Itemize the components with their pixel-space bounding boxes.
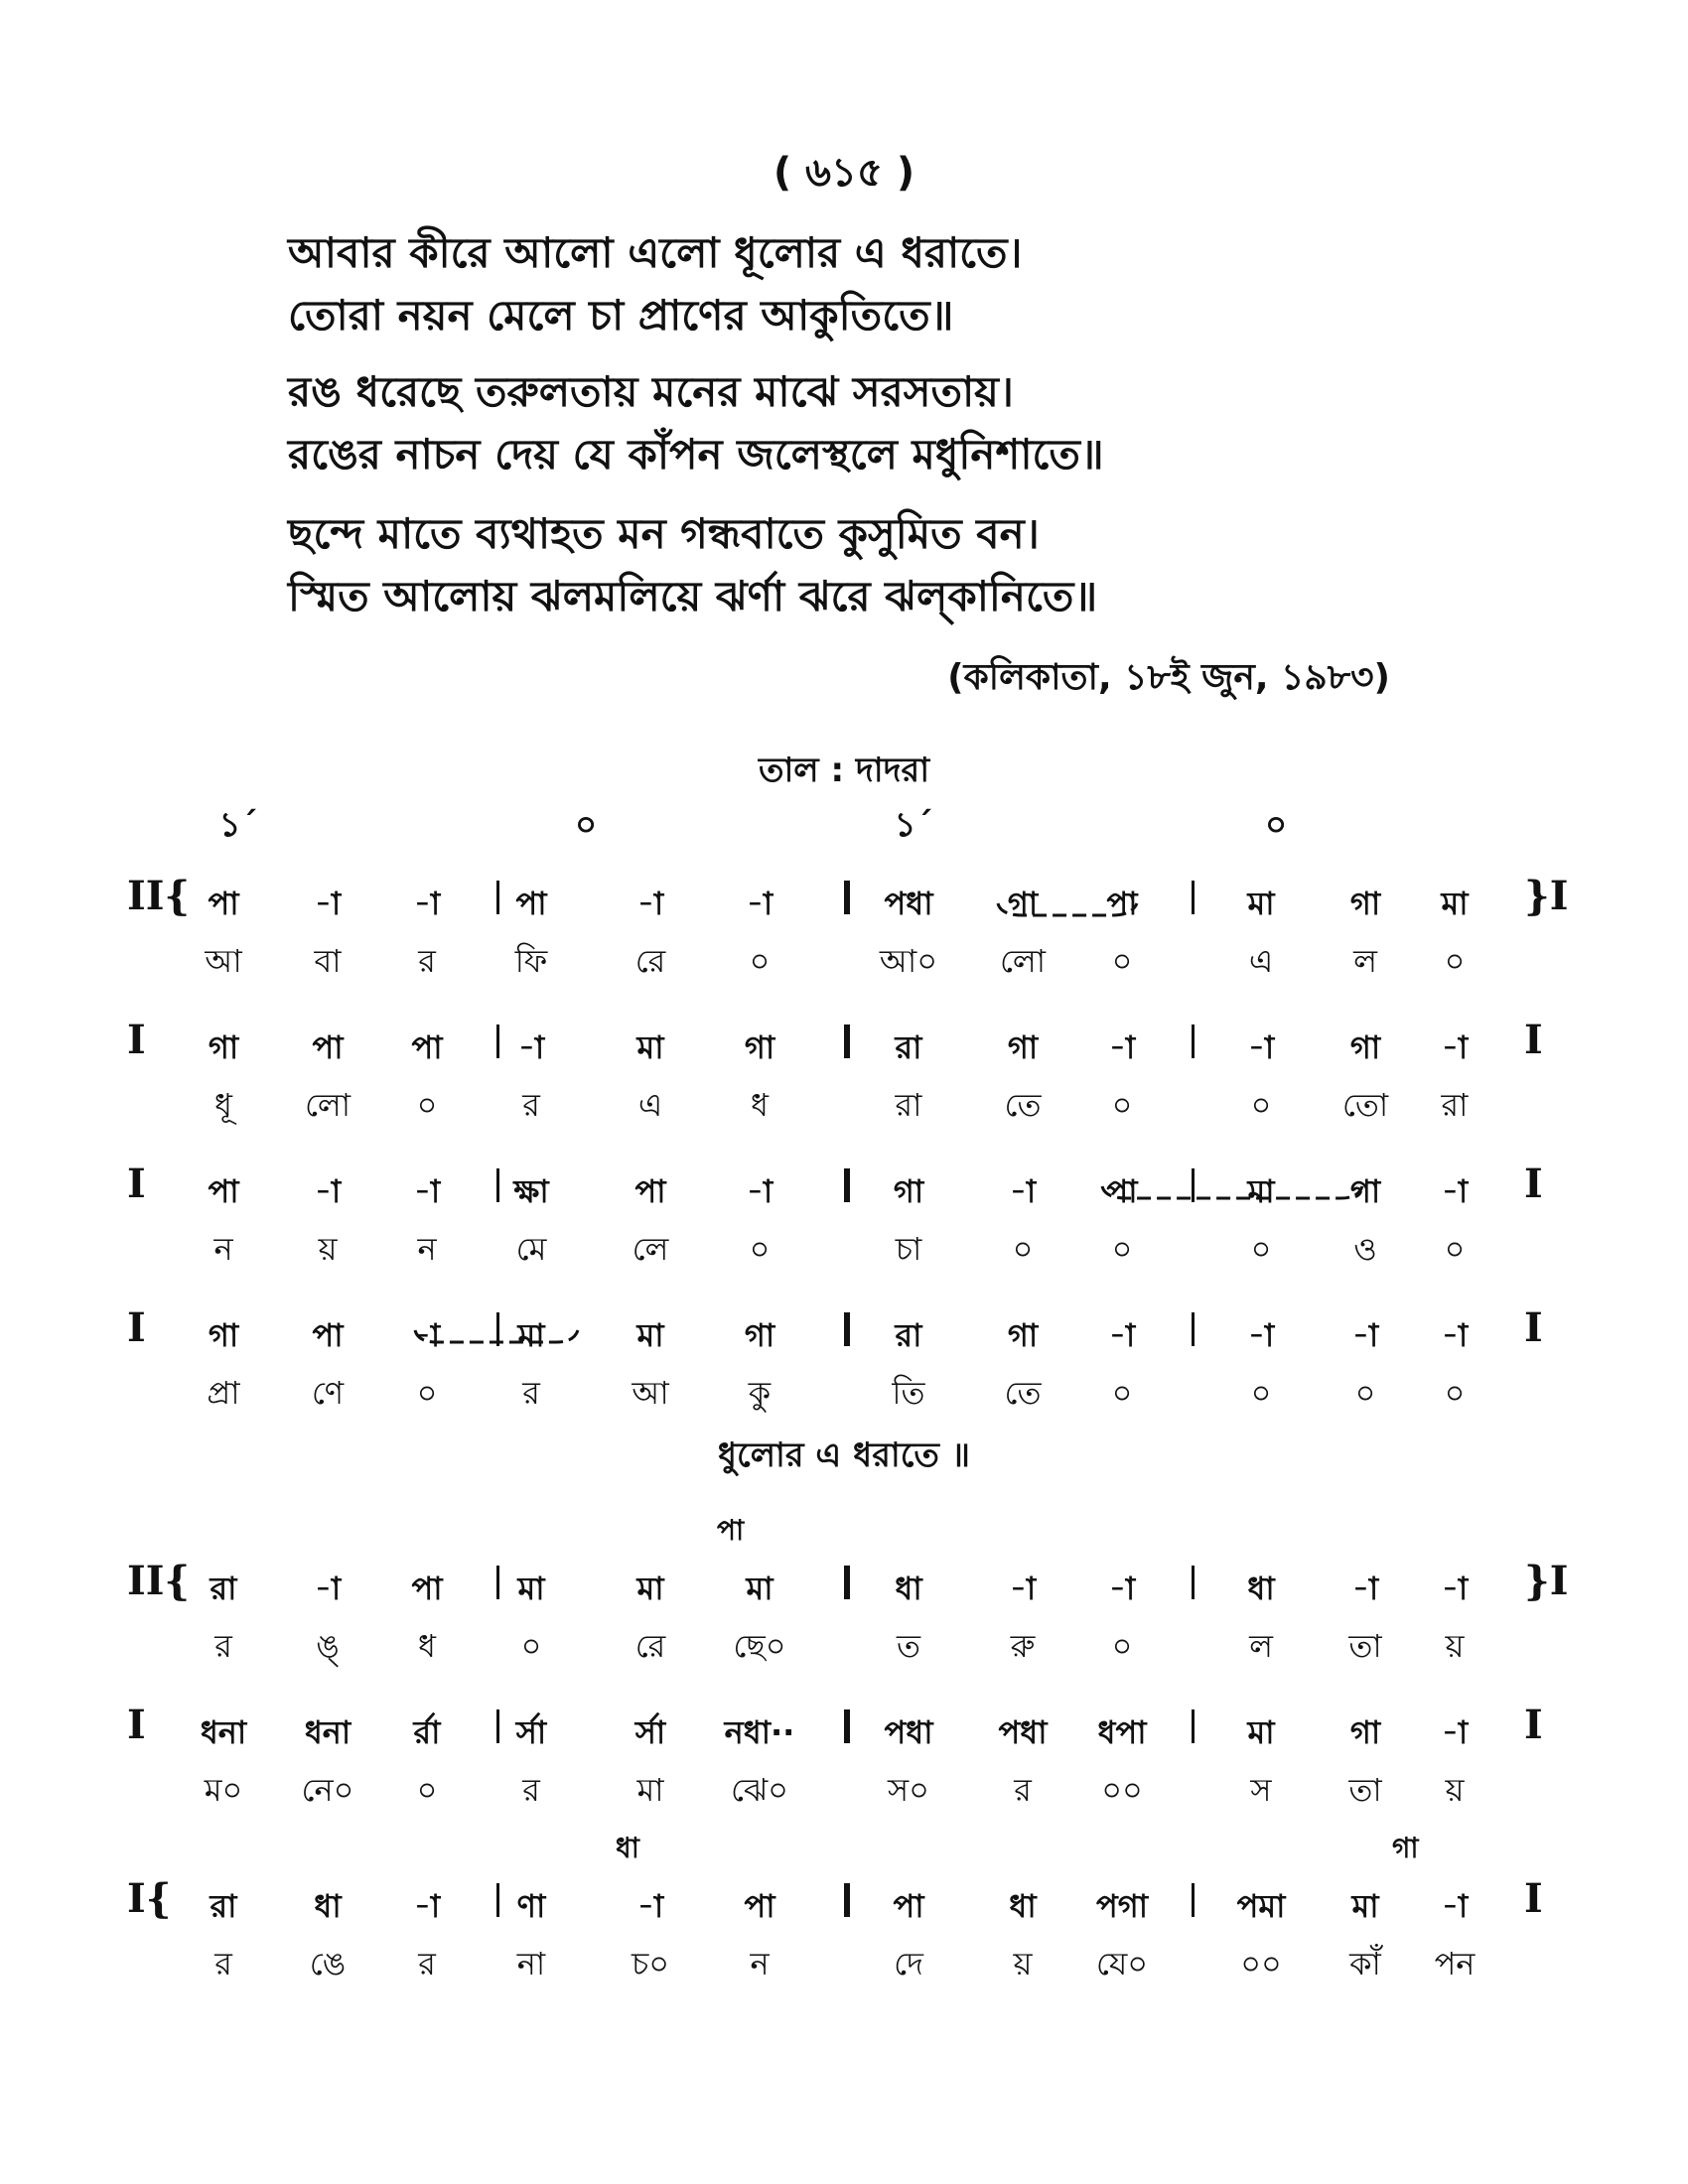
lyric-line: স্মিত আলোয় ঝলমলিয়ে ঝর্ণা ঝরে ঝল্‌কানিতে॥: [288, 572, 1098, 620]
note-cell: গা: [744, 1316, 775, 1354]
lyric-cell: আ০: [879, 942, 938, 980]
lyric-cell: রু: [1010, 1627, 1036, 1665]
lyric-cell: য়: [1445, 1627, 1465, 1665]
lyric-cell: র: [214, 1627, 232, 1665]
note-cell: পা: [634, 1172, 666, 1210]
note-cell: -া: [1441, 1316, 1469, 1354]
note-cell: -া: [413, 885, 441, 922]
lyric-cell: র: [418, 942, 436, 980]
lyric-cell: ছে০: [733, 1627, 786, 1665]
note-cell: মা: [746, 1570, 774, 1607]
note-cell: গা: [1349, 1172, 1381, 1210]
lyric-line: রঙের নাচন দেয় যে কাঁপন জলেস্থলে মধুনিশাতে॥: [288, 430, 1104, 478]
lyric-cell: ০: [749, 1230, 771, 1268]
row-start-symbol: I: [127, 1304, 146, 1351]
lyric-cell: ঝে০: [730, 1771, 788, 1809]
lyric-cell: ধ: [418, 1627, 436, 1665]
lyric-cell: ০: [520, 1627, 542, 1665]
note-cell: ধনা: [304, 1713, 352, 1751]
note-cell: মা: [1247, 1172, 1275, 1210]
lyric-cell: লো: [304, 1086, 352, 1124]
note-cell: -া: [1247, 1028, 1275, 1066]
note-cell: ণা: [516, 1887, 546, 1925]
note-cell: পা: [312, 1028, 344, 1066]
lyric-cell: তা: [1348, 1627, 1382, 1665]
lyric-cell: য়: [1445, 1771, 1465, 1809]
note-cell: রা: [210, 1887, 237, 1925]
lyric-cell: বা: [314, 942, 342, 980]
note-cell: -া: [1247, 1316, 1275, 1354]
lyric-cell: ০০: [1101, 1771, 1143, 1809]
lyric-cell: ০: [1111, 1627, 1133, 1665]
lyric-line: ছন্দে মাতে ব্যথাহত মন গন্ধবাতে কুসুমিত বন।: [288, 509, 1040, 558]
lyric-line: রঙ ধরেছে তরুলতায় মনের মাঝে সরসতায়।: [288, 367, 1014, 416]
lyric-cell: ০: [1250, 1230, 1272, 1268]
note-cell: র্সা: [634, 1713, 666, 1751]
lyric-cell: আ: [205, 942, 242, 980]
refrain-line: ধুলোর এ ধরাতে ॥: [717, 1435, 970, 1475]
row-end-symbol: }I: [1524, 873, 1569, 919]
lyric-cell: ০: [1012, 1230, 1034, 1268]
note-cell: ধা: [1247, 1570, 1275, 1607]
row-end-symbol: I: [1524, 1702, 1543, 1748]
lyric-cell: ত: [896, 1627, 920, 1665]
lyric-cell: চা: [895, 1230, 922, 1268]
note-cell: -া: [413, 1316, 441, 1354]
lyric-cell: ০: [1444, 1374, 1466, 1412]
note-cell: মা: [636, 1570, 664, 1607]
lyric-cell: র: [522, 1771, 540, 1809]
lyric-cell: মে: [515, 1230, 547, 1268]
lyric-cell: রে: [634, 1627, 666, 1665]
note-cell: -া: [1009, 1570, 1037, 1607]
note-cell: -া: [1441, 1713, 1469, 1751]
lyric-cell: য়: [318, 1230, 338, 1268]
row-start-symbol: I: [127, 1017, 146, 1063]
note-cell: গা: [1007, 885, 1039, 922]
lyric-cell: ০: [1111, 942, 1133, 980]
note-cell: ক্ষা: [513, 1172, 549, 1210]
note-cell: পা: [208, 885, 239, 922]
lyric-cell: প্রা: [207, 1374, 240, 1412]
note-cell: -া: [1108, 1316, 1136, 1354]
lyric-cell: ০: [416, 1771, 438, 1809]
note-cell: ধা: [1009, 1887, 1037, 1925]
note-cell: রা: [895, 1028, 922, 1066]
note-cell: ধা: [895, 1570, 922, 1607]
note-cell: পা: [312, 1316, 344, 1354]
lyric-cell: পন: [1434, 1945, 1476, 1982]
note-cell: গা: [1349, 1028, 1381, 1066]
note-cell: পা: [411, 1570, 443, 1607]
lyric-cell: র: [214, 1945, 232, 1982]
taal-label: তাল : দাদরা: [758, 751, 930, 790]
lyric-cell: ০: [1111, 1230, 1133, 1268]
lyric-cell: ০: [1250, 1374, 1272, 1412]
note-cell: -া: [1351, 1316, 1379, 1354]
lyric-cell: তে: [1004, 1374, 1042, 1412]
note-cell: র্সা: [515, 1713, 547, 1751]
row-end-symbol: I: [1524, 1875, 1543, 1922]
lyric-cell: তো: [1341, 1086, 1389, 1124]
lyric-cell: দে: [894, 1945, 923, 1982]
lyric-cell: ণে: [311, 1374, 345, 1412]
lyric-cell: লো: [999, 942, 1047, 980]
lyric-cell: ঙে: [309, 1945, 347, 1982]
lyric-line: আবার কীরে আলো এলো ধূলোর এ ধরাতে।: [288, 228, 1023, 277]
note-cell: মা: [517, 1570, 545, 1607]
note-cell: পধা: [884, 1713, 933, 1751]
beat-mark: ১´: [894, 805, 933, 845]
lyric-cell: র: [522, 1086, 540, 1124]
beat-mark: ১´: [218, 805, 258, 845]
lyric-cell: ০: [749, 942, 771, 980]
note-cell: মা: [636, 1028, 664, 1066]
row-start-symbol: I: [127, 1160, 146, 1207]
lyric-cell: লে: [632, 1230, 669, 1268]
note-cell: গা: [1007, 1028, 1039, 1066]
lyric-line: তোরা নয়ন মেলে চা প্রাণের আকুতিতে॥: [288, 291, 954, 340]
lyric-cell: যে০: [1095, 1945, 1149, 1982]
row-start-symbol: I{: [127, 1875, 172, 1922]
note-cell: -া: [1108, 1028, 1136, 1066]
lyric-cell: আ: [632, 1374, 669, 1412]
lyric-cell: ল: [1249, 1627, 1273, 1665]
lyric-cell: ০: [1444, 1230, 1466, 1268]
lyric-cell: রা: [895, 1086, 922, 1124]
note-cell: পমা: [1236, 1887, 1286, 1925]
note-cell: গা: [208, 1028, 239, 1066]
note-cell: গা: [893, 1172, 924, 1210]
lyric-cell: রে: [634, 942, 666, 980]
row-start-symbol: II{: [127, 873, 191, 919]
lyric-cell: তা: [1348, 1771, 1382, 1809]
beat-mark: ০: [574, 805, 598, 845]
note-cell: পা: [1106, 1172, 1138, 1210]
lyric-cell: ০: [1111, 1086, 1133, 1124]
note-cell: -া: [746, 885, 774, 922]
note-cell: ধপা: [1097, 1713, 1147, 1751]
lyric-cell: ০: [416, 1086, 438, 1124]
ornament-note: গা: [1392, 1832, 1419, 1864]
note-cell: -া: [1441, 1570, 1469, 1607]
note-cell: -া: [413, 1887, 441, 1925]
page-number: ( ৬১৫ ): [773, 150, 915, 196]
lyric-cell: স: [1250, 1771, 1272, 1809]
lyric-cell: এ: [1248, 942, 1274, 980]
note-cell: গা: [208, 1316, 239, 1354]
note-cell: পা: [208, 1172, 239, 1210]
lyric-cell: ০: [1111, 1374, 1133, 1412]
lyric-cell: ০: [1444, 942, 1466, 980]
note-cell: মা: [636, 1316, 664, 1354]
lyric-cell: র: [1014, 1771, 1032, 1809]
lyric-cell: স০: [888, 1771, 929, 1809]
note-cell: গা: [1349, 885, 1381, 922]
lyric-cell: ০০: [1240, 1945, 1282, 1982]
note-cell: -া: [314, 1172, 342, 1210]
lyric-cell: ফি: [514, 942, 548, 980]
lyric-cell: ধ: [751, 1086, 769, 1124]
lyric-cell: তি: [892, 1374, 925, 1412]
row-end-symbol: I: [1524, 1017, 1543, 1063]
ornament-note: ধা: [616, 1832, 639, 1864]
note-cell: গা: [1349, 1713, 1381, 1751]
note-cell: পা: [893, 1887, 924, 1925]
note-cell: -া: [1351, 1570, 1379, 1607]
note-cell: পা: [744, 1887, 775, 1925]
lyric-cell: ম০: [204, 1771, 243, 1809]
note-cell: -া: [517, 1028, 545, 1066]
lyric-cell: কাঁ: [1349, 1945, 1381, 1982]
note-cell: -া: [1441, 1172, 1469, 1210]
lyric-cell: ন: [417, 1230, 437, 1268]
note-cell: নধা··: [724, 1713, 795, 1751]
lyric-cell: ০: [1250, 1086, 1272, 1124]
note-cell: পা: [515, 885, 547, 922]
lyric-cell: রা: [1441, 1086, 1469, 1124]
lyric-cell: ল: [1353, 942, 1377, 980]
note-cell: পগা: [1096, 1887, 1148, 1925]
note-cell: পা: [411, 1028, 443, 1066]
note-cell: গা: [744, 1028, 775, 1066]
note-cell: পধা: [884, 885, 933, 922]
lyric-cell: না: [516, 1945, 546, 1982]
note-cell: ধনা: [200, 1713, 247, 1751]
note-cell: র্রা: [413, 1713, 441, 1751]
note-cell: পা: [1106, 885, 1138, 922]
note-cell: মা: [517, 1316, 545, 1354]
note-cell: পধা: [998, 1713, 1048, 1751]
note-cell: -া: [746, 1172, 774, 1210]
row-start-symbol: II{: [127, 1558, 191, 1604]
row-start-symbol: I: [127, 1702, 146, 1748]
row-end-symbol: I: [1524, 1160, 1543, 1207]
lyric-cell: ন: [750, 1945, 770, 1982]
ornament-note: পা: [717, 1514, 745, 1547]
note-cell: ধা: [314, 1887, 342, 1925]
note-cell: -া: [314, 885, 342, 922]
note-cell: মা: [1351, 1887, 1379, 1925]
row-end-symbol: I: [1524, 1304, 1543, 1351]
lyric-cell: এ: [637, 1086, 663, 1124]
note-cell: -া: [413, 1172, 441, 1210]
lyric-cell: চ০: [631, 1945, 670, 1982]
beat-mark: ০: [1264, 805, 1288, 845]
note-cell: -া: [1108, 1570, 1136, 1607]
lyric-cell: র: [522, 1374, 540, 1412]
lyric-cell: য়: [1013, 1945, 1033, 1982]
note-cell: -া: [1441, 1887, 1469, 1925]
note-cell: -া: [314, 1570, 342, 1607]
note-cell: -া: [1009, 1172, 1037, 1210]
note-cell: রা: [210, 1570, 237, 1607]
note-cell: মা: [1247, 1713, 1275, 1751]
lyric-cell: নে০: [301, 1771, 354, 1809]
note-cell: মা: [1441, 885, 1469, 922]
lyric-cell: কু: [748, 1374, 772, 1412]
lyric-cell: ন: [213, 1230, 233, 1268]
note-cell: রা: [895, 1316, 922, 1354]
lyric-cell: তে: [1004, 1086, 1042, 1124]
note-cell: -া: [636, 885, 664, 922]
lyric-cell: ও: [1353, 1230, 1377, 1268]
note-cell: মা: [1247, 885, 1275, 922]
lyric-cell: ০: [416, 1374, 438, 1412]
note-cell: -া: [636, 1887, 664, 1925]
lyric-cell: ০: [1354, 1374, 1376, 1412]
date-line: (কলিকাতা, ১৮ই জুন, ১৯৮৩): [947, 657, 1390, 698]
note-cell: গা: [1007, 1316, 1039, 1354]
lyric-cell: র: [418, 1945, 436, 1982]
lyric-cell: ঙ্: [316, 1627, 340, 1665]
row-end-symbol: }I: [1524, 1558, 1569, 1604]
lyric-cell: মা: [636, 1771, 664, 1809]
lyric-cell: ধূ: [214, 1086, 232, 1124]
note-cell: -া: [1441, 1028, 1469, 1066]
